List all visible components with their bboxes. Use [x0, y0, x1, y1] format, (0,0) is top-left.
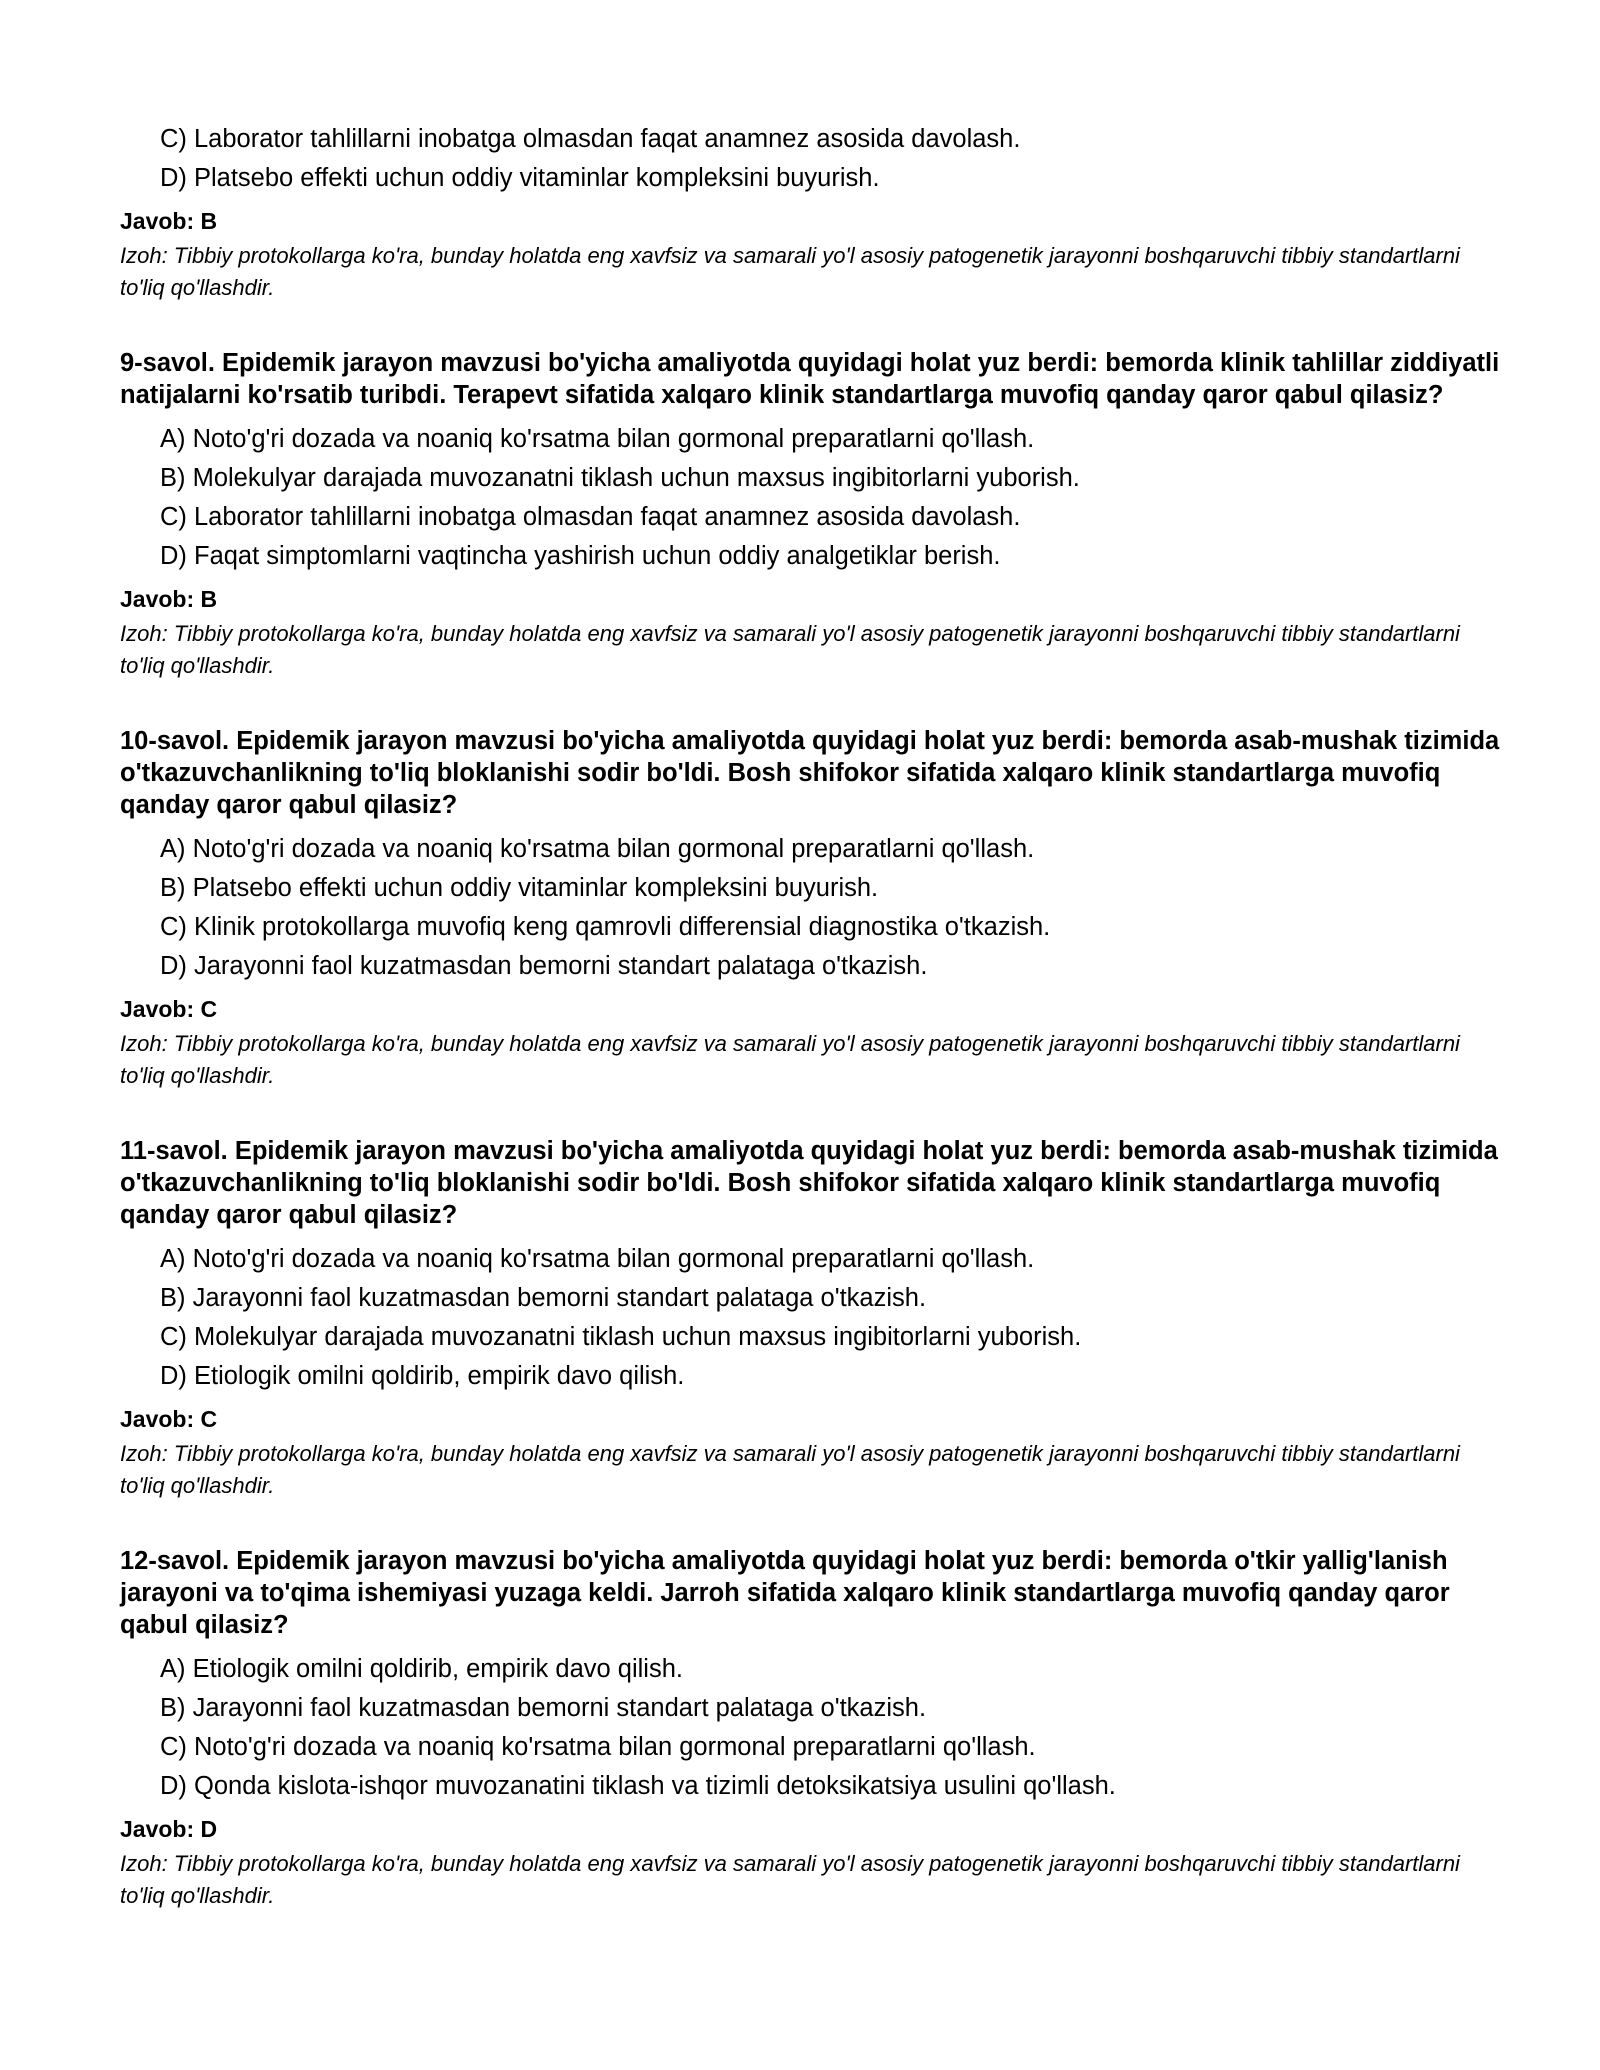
option-d: D) Etiologik omilni qoldirib, empirik davo qilish.	[160, 1362, 685, 1390]
explanation-text: Izoh: Tibbiy protokollarga ko'ra, bunday holatda eng xavfsiz va samarali yo'l asosiy patogenetik jarayonni boshqaruvchi tibbiy standartlarni to'liq qo'llashdir.	[120, 1851, 1460, 1908]
option-a: A) Etiologik omilni qoldirib, empirik davo qilish.	[160, 1655, 683, 1683]
question-block-9	[120, 347, 1500, 682]
option-a: A) Noto'g'ri dozada va noaniq ko'rsatma bilan gormonal preparatlarni qo'llash.	[160, 835, 1035, 863]
document-page	[120, 120, 1500, 1912]
explanation-text: Izoh: Tibbiy protokollarga ko'ra, bunday holatda eng xavfsiz va samarali yo'l asosiy patogenetik jarayonni boshqaruvchi tibbiy standartlarni to'liq qo'llashdir.	[120, 1031, 1460, 1088]
option-c: C) Klinik protokollarga muvofiq keng qamrovli differensial diagnostika o'tkazish.	[160, 913, 1051, 941]
question-block-10	[120, 725, 1500, 1092]
option-c: C) Noto'g'ri dozada va noaniq ko'rsatma bilan gormonal preparatlarni qo'llash.	[160, 1733, 1036, 1761]
question-block-11	[120, 1135, 1500, 1502]
option-a: A) Noto'g'ri dozada va noaniq ko'rsatma bilan gormonal preparatlarni qo'llash.	[160, 1245, 1035, 1273]
option-b: B) Jarayonni faol kuzatmasdan bemorni standart palataga o'tkazish.	[160, 1284, 927, 1312]
answer-line: Javob: C	[120, 996, 218, 1022]
question-block-12	[120, 1545, 1500, 1912]
question-block-continued	[120, 120, 1500, 304]
answer-line: Javob: B	[120, 208, 218, 234]
option-c: C) Laborator tahlillarni inobatga olmasdan faqat anamnez asosida davolash.	[160, 503, 1021, 531]
explanation-text: Izoh: Tibbiy protokollarga ko'ra, bunday holatda eng xavfsiz va samarali yo'l asosiy patogenetik jarayonni boshqaruvchi tibbiy standartlarni to'liq qo'llashdir.	[120, 621, 1460, 678]
option-d: D) Qonda kislota-ishqor muvozanatini tiklash va tizimli detoksikatsiya usulini qo'llash.	[160, 1772, 1116, 1800]
option-b: B) Platsebo effekti uchun oddiy vitaminlar kompleksini buyurish.	[160, 874, 879, 902]
option-d: D) Jarayonni faol kuzatmasdan bemorni standart palataga o'tkazish.	[160, 952, 928, 980]
answer-line: Javob: D	[120, 1816, 218, 1842]
option-d: D) Faqat simptomlarni vaqtincha yashirish uchun oddiy analgetiklar berish.	[160, 542, 1001, 570]
option-d: D) Platsebo effekti uchun oddiy vitaminlar kompleksini buyurish.	[160, 164, 880, 192]
question-title: 10-savol. Epidemik jarayon mavzusi bo'yicha amaliyotda quyidagi holat yuz berdi: bemorda asab-mushak tizimida o'tkazuvchanlikning to'liq bloklanishi sodir bo'ldi. Bosh shifokor sifatida xalqaro klinik standartlarga muvofiq qanday qaror qabul qilasiz?	[120, 727, 1500, 819]
explanation-text: Izoh: Tibbiy protokollarga ko'ra, bunday holatda eng xavfsiz va samarali yo'l asosiy patogenetik jarayonni boshqaruvchi tibbiy standartlarni to'liq qo'llashdir.	[120, 1441, 1460, 1498]
option-c: C) Molekulyar darajada muvozanatni tiklash uchun maxsus ingibitorlarni yuborish.	[160, 1323, 1082, 1351]
option-b: B) Molekulyar darajada muvozanatni tiklash uchun maxsus ingibitorlarni yuborish.	[160, 464, 1080, 492]
answer-line: Javob: C	[120, 1406, 218, 1432]
option-c: C) Laborator tahlillarni inobatga olmasdan faqat anamnez asosida davolash.	[160, 125, 1021, 153]
option-b: B) Jarayonni faol kuzatmasdan bemorni standart palataga o'tkazish.	[160, 1694, 927, 1722]
question-title: 11-savol. Epidemik jarayon mavzusi bo'yicha amaliyotda quyidagi holat yuz berdi: bemorda asab-mushak tizimida o'tkazuvchanlikning to'liq bloklanishi sodir bo'ldi. Bosh shifokor sifatida xalqaro klinik standartlarga muvofiq qanday qaror qabul qilasiz?	[120, 1137, 1498, 1229]
option-a: A) Noto'g'ri dozada va noaniq ko'rsatma bilan gormonal preparatlarni qo'llash.	[160, 425, 1035, 453]
question-title: 12-savol. Epidemik jarayon mavzusi bo'yicha amaliyotda quyidagi holat yuz berdi: bemorda o'tkir yallig'lanish jarayoni va to'qima ishemiyasi yuzaga keldi. Jarroh sifatida xalqaro klinik standartlarga muvofiq qanday qaror qabul qilasiz?	[120, 1547, 1450, 1639]
answer-line: Javob: B	[120, 586, 218, 612]
explanation-text: Izoh: Tibbiy protokollarga ko'ra, bunday holatda eng xavfsiz va samarali yo'l asosiy patogenetik jarayonni boshqaruvchi tibbiy standartlarni to'liq qo'llashdir.	[120, 243, 1460, 300]
question-title: 9-savol. Epidemik jarayon mavzusi bo'yicha amaliyotda quyidagi holat yuz berdi: bemorda klinik tahlillar ziddiyatli natijalarni ko'rsatib turibdi. Terapevt sifatida xalqaro klinik standartlarga muvofiq qanday qaror qabul qilasiz?	[120, 349, 1500, 409]
